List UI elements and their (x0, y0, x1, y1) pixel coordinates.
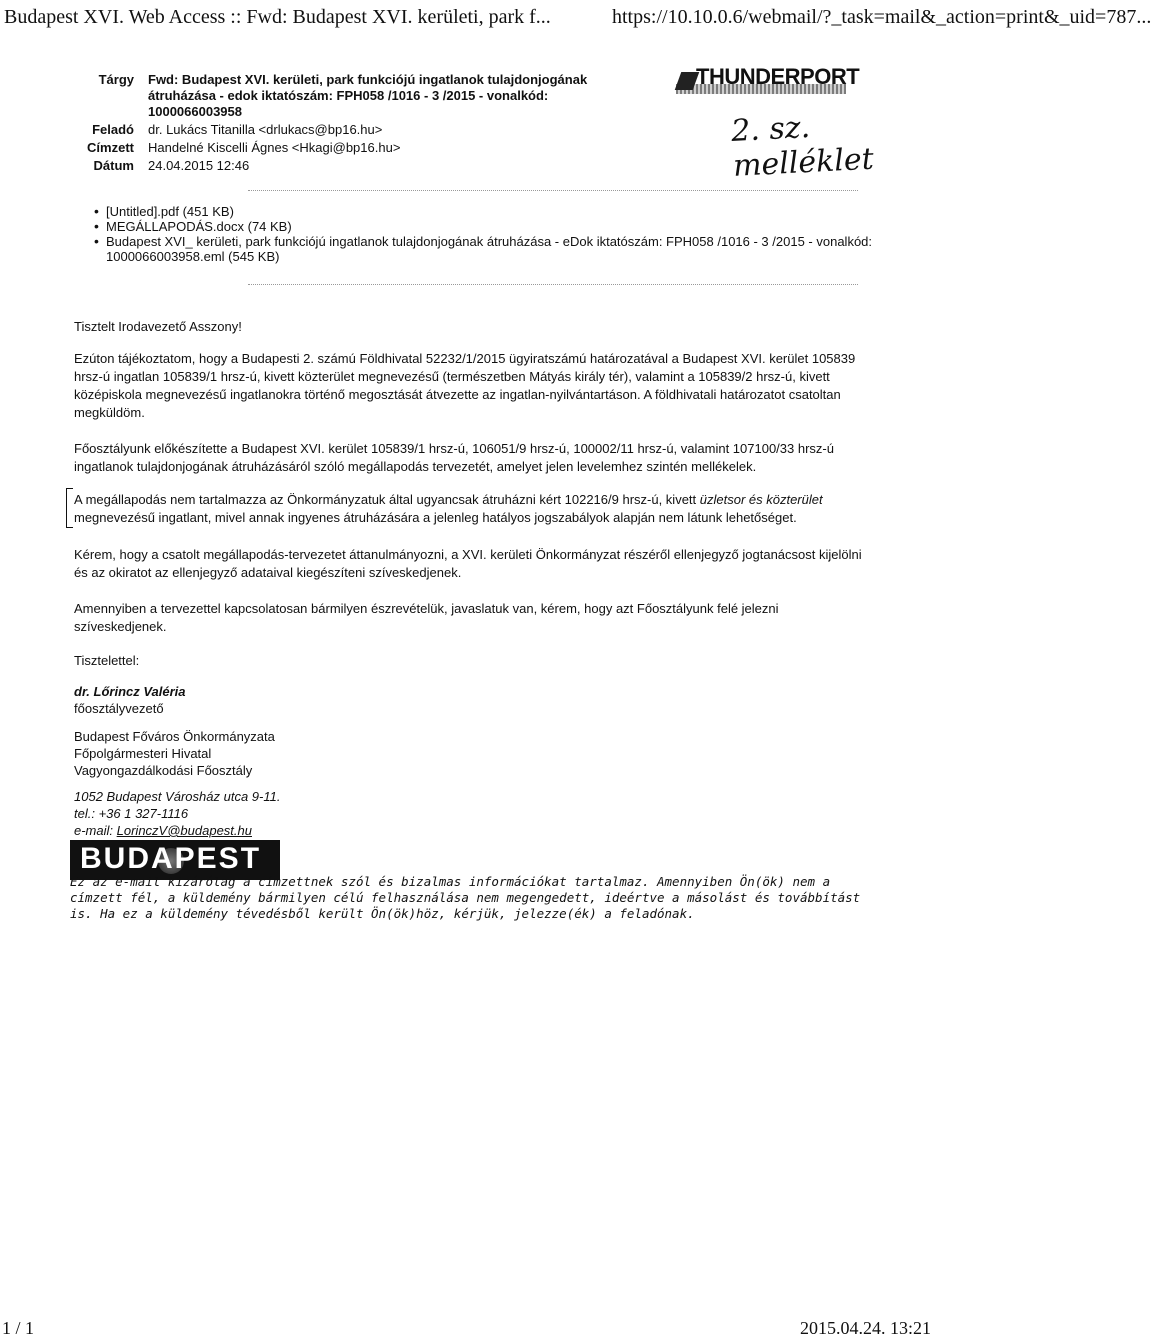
signature-name: dr. Lőrincz Valéria (74, 684, 186, 699)
attachment-item[interactable]: • Budapest XVI_ kerületi, park funkciójú ingatlanok tulajdonjogának átruházása - eDok iktatószám: FPH058 /1016 - 3 /2015 - vonalkód: 1000066003958.eml (545 KB) (94, 234, 884, 264)
to-label: Címzett (87, 140, 134, 155)
from-value: dr. Lukács Titanilla <drlukacs@bp16.hu> (148, 122, 383, 137)
print-page-url: https://10.10.0.6/webmail/?_task=mail&_action=print&_uid=787... (612, 6, 1151, 28)
confidentiality-disclaimer: Ez az e-mail kizárólag a címzettnek szól és bizalmas információkat tartalmaz. Amennyiben Ön(ök) nem a címzett fél, a küldemény bármilyen célú felhasználása nem megengedett, ideértve a másolást és továbbítást is. Ha ez a küldemény tévedésből került Ön(ök)höz, kérjük, jelezze(ék) a feladónak. (70, 874, 861, 921)
divider (248, 190, 858, 191)
signature-org: Főpolgármesteri Hivatal (74, 746, 212, 761)
divider (248, 284, 858, 285)
signature-org: Vagyongazdálkodási Főosztály (74, 763, 253, 778)
body-paragraph: Ezúton tájékoztatom, hogy a Budapesti 2. számú Földhivatal 52232/1/2015 ügyiratszámú határozatával a Budapest XVI. kerület 105839 hrsz-ú ingatlan 105839/1 hrsz-ú, kivett közterület megnevezésű (természetben Mátyás király tér), valamint a 105839/2 hrsz-ú, kivett középiskola megnevezésű ingatlanokra történő megosztását átvezette az ingatlan-nyilvántartáson. A földhivatali határozatot csatoltan megküldöm. (74, 351, 856, 420)
signature-org: Budapest Főváros Önkormányzata (74, 729, 275, 744)
print-page-title: Budapest XVI. Web Access :: Fwd: Budapest XVI. kerületi, park f... (4, 6, 551, 28)
attachment-item[interactable]: • MEGÁLLAPODÁS.docx (74 KB) (94, 219, 884, 234)
email-link[interactable]: LorinczV@budapest.hu (116, 823, 252, 838)
handwritten-annotation: 2. sz. melléklet (730, 109, 875, 184)
body-paragraph: Kérem, hogy a csatolt megállapodás-tervezetet áttanulmányozni, a XVI. kerületi Önkormányzat részéről ellenjegyző jogtanácsost kijelölni és az okiratot az ellenjegyző adataival kiegészíteni szíveskedjenek. (74, 547, 862, 580)
body-paragraph: A megállapodás nem tartalmazza az Önkormányzatuk által ugyancsak átruházni kért 102216/9 hrsz-ú, kivett üzletsor és közterület megnevezésű ingatlant, mivel annak ingyenes átruházására a jelenleg hatályos jogszabályok alapján nem látunk lehetőséget. (74, 492, 823, 525)
attachment-list (94, 204, 884, 264)
page-number: 1 / 1 (2, 1318, 35, 1338)
margin-bracket (66, 488, 73, 528)
closing: Tisztelettel: (74, 653, 140, 668)
date-value: 24.04.2015 12:46 (148, 158, 250, 173)
signature-phone: tel.: +36 1 327-1116 (74, 806, 189, 821)
date-label: Dátum (93, 158, 134, 173)
subject-line: Fwd: Budapest XVI. kerületi, park funkciójú ingatlanok tulajdonjogának (148, 72, 588, 87)
subject-value (148, 72, 668, 120)
signature-address: 1052 Budapest Városház utca 9-11. (74, 789, 281, 804)
body-paragraph: Amennyiben a tervezettel kapcsolatosan bármilyen észrevételük, javaslatuk van, kérem, hogy azt Főosztályunk felé jelezni szíveskedjenek. (74, 601, 779, 634)
print-timestamp: 2015.04.24. 13:21 (800, 1318, 932, 1338)
signature-title: főosztályvezető (74, 701, 164, 716)
from-label: Feladó (92, 122, 134, 137)
subject-label: Tárgy (98, 72, 134, 87)
greeting: Tisztelt Irodavezető Asszony! (74, 319, 242, 334)
signature-email: e-mail: LorinczV@budapest.hu (74, 823, 252, 838)
to-value: Handelné Kiscelli Ágnes <Hkagi@bp16.hu> (148, 140, 401, 155)
body-paragraph: Főosztályunk előkészítette a Budapest XVI. kerület 105839/1 hrsz-ú, 106051/9 hrsz-ú, 100002/11 hrsz-ú, valamint 107100/33 hrsz-ú ingatlanok tulajdonjogának átruházásáról szóló megállapodás tervezetét, amelyet jelen levelemhez szintén mellékelek. (74, 441, 834, 474)
subject-line: átruházása - edok iktatószám: FPH058 /1016 - 3 /2015 - vonalkód: (148, 88, 549, 103)
subject-line: 1000066003958 (148, 104, 242, 119)
budapest-logo: BUDAPEST (70, 840, 280, 880)
attachment-item[interactable]: • [Untitled].pdf (451 KB) (94, 204, 884, 219)
thunderport-logo: THUNDERPORT (676, 66, 846, 96)
